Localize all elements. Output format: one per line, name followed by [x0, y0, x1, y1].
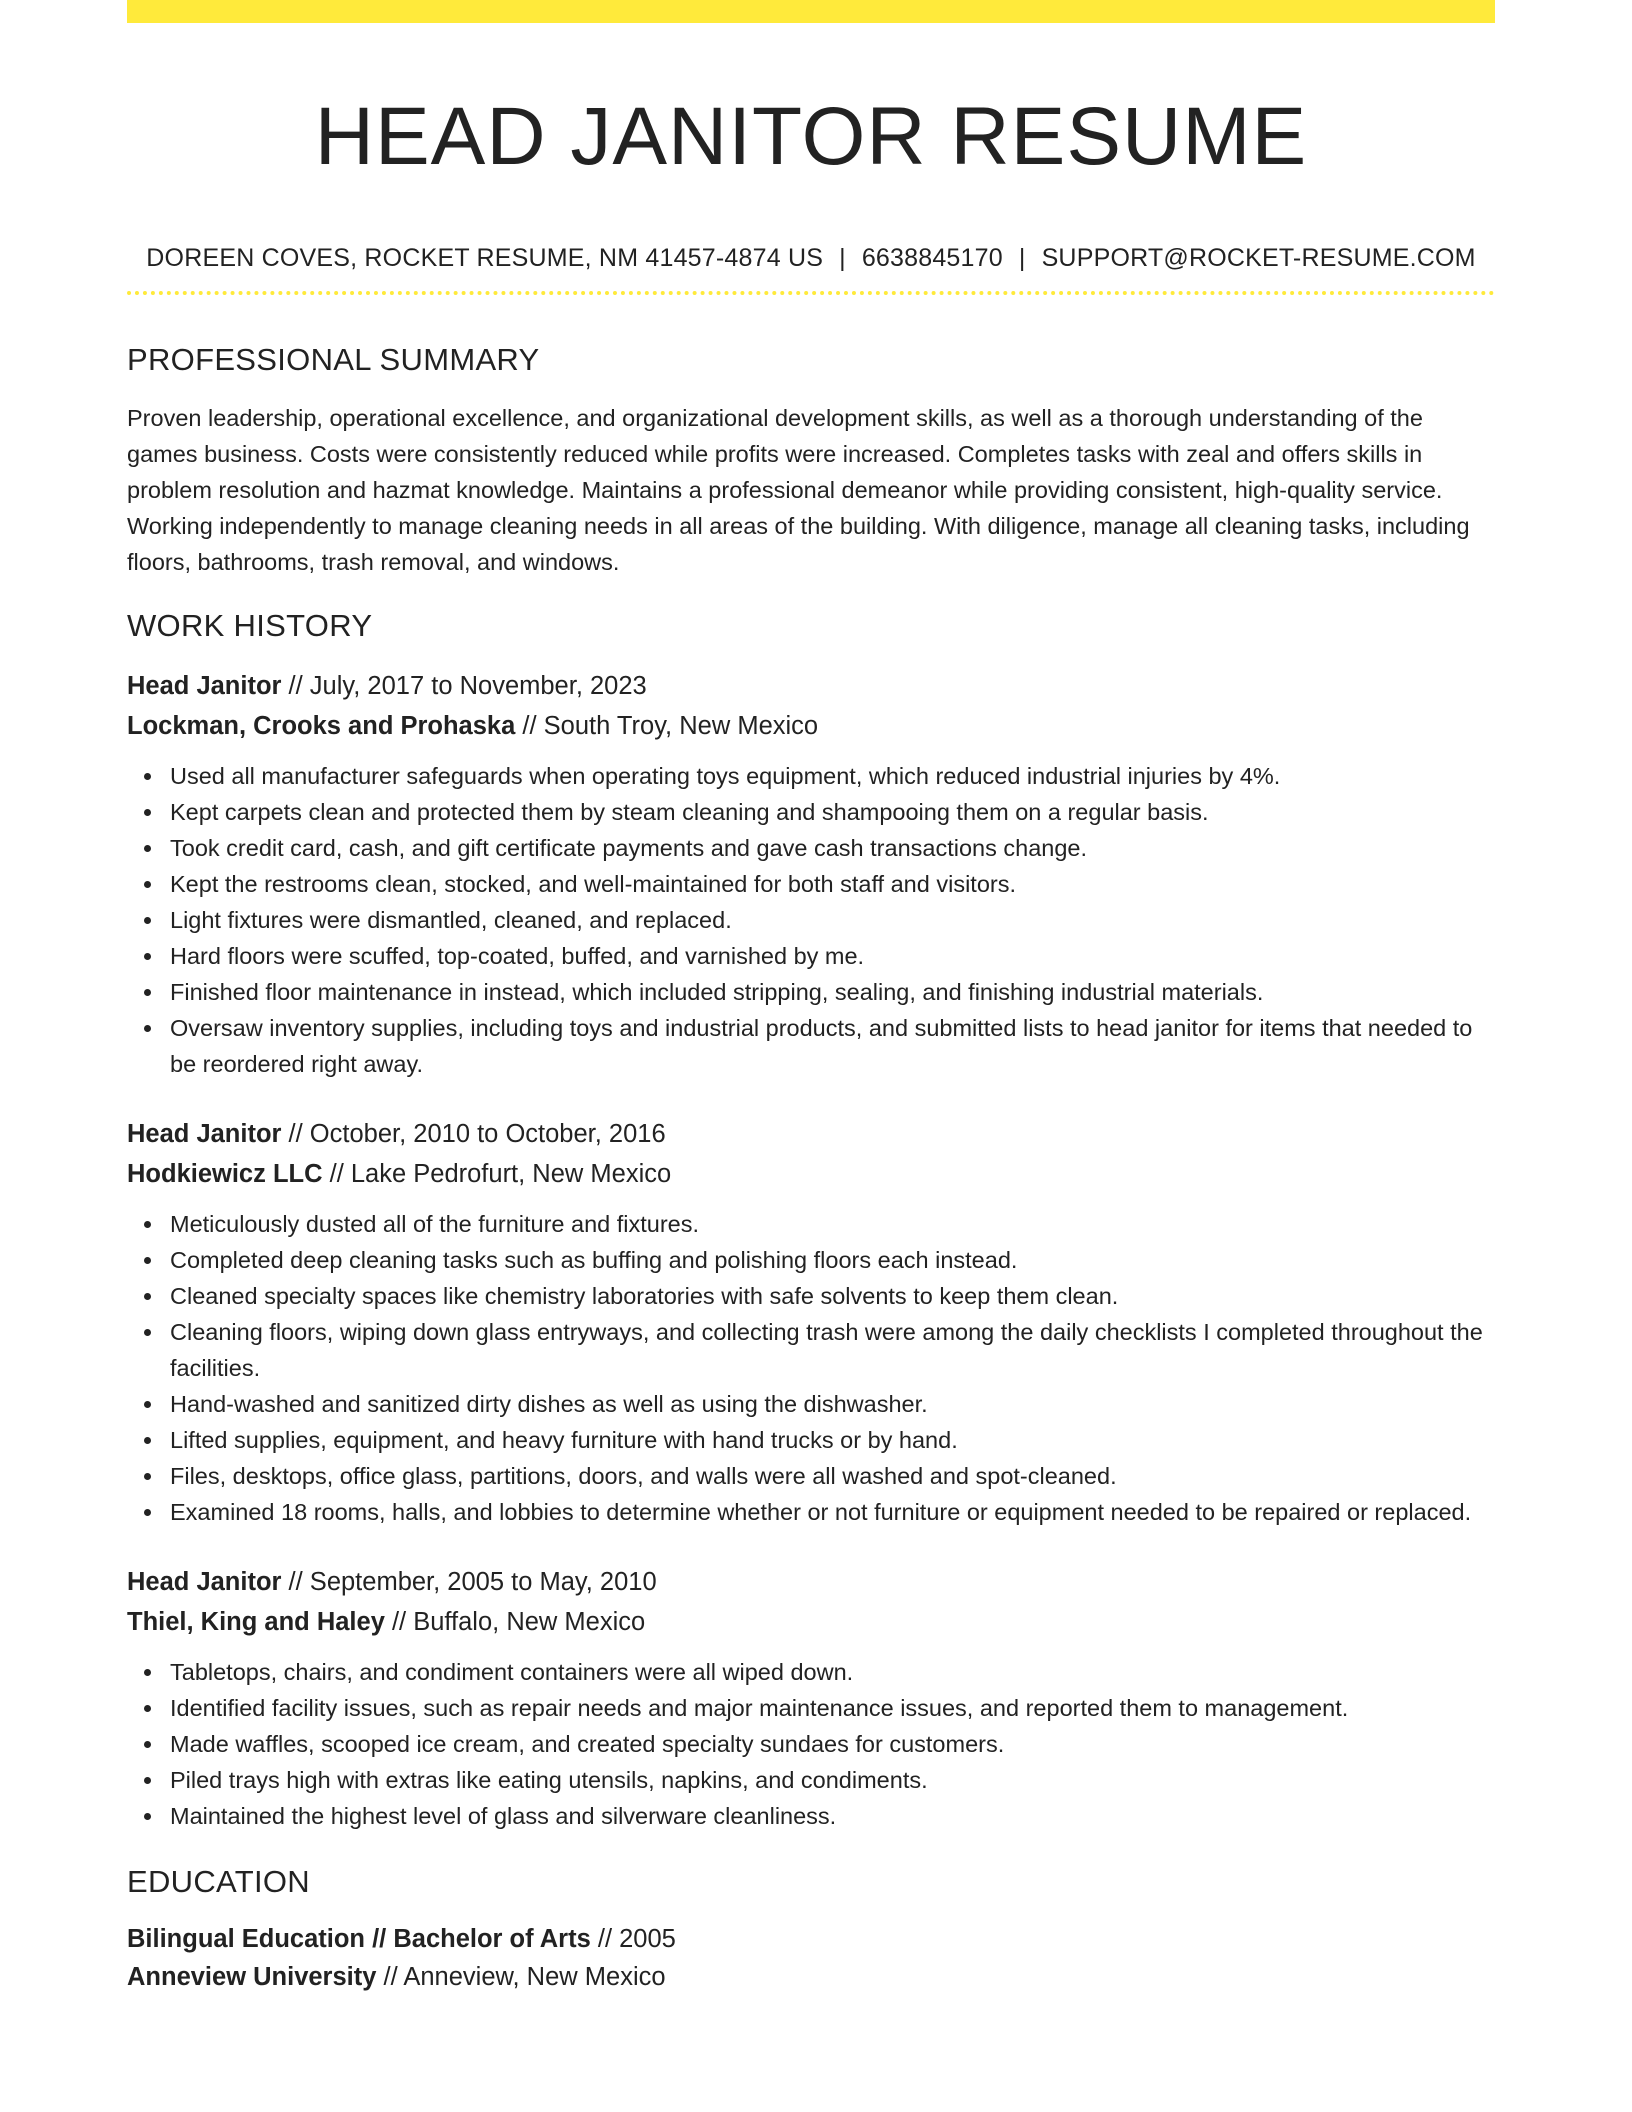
contact-separator: |	[839, 244, 846, 272]
bullet-item: Tabletops, chairs, and condiment containers were all wiped down.	[170, 1654, 1495, 1690]
job-dates: // July, 2017 to November, 2023	[281, 672, 647, 700]
education-school: Anneview University	[127, 1963, 377, 1991]
education-heading: EDUCATION	[127, 1864, 310, 1899]
job-bullets	[127, 758, 1495, 1082]
bullet-item: Piled trays high with extras like eating utensils, napkins, and condiments.	[170, 1762, 1495, 1798]
education-location: // Anneview, New Mexico	[376, 1963, 666, 1991]
bullet-item: Oversaw inventory supplies, including toys and industrial products, and submitted lists to head janitor for items that needed to be reordered right away.	[170, 1010, 1495, 1082]
work-history-heading: WORK HISTORY	[127, 608, 373, 643]
job-location: // Lake Pedrofurt, New Mexico	[322, 1160, 672, 1188]
job-title-line	[127, 1562, 1495, 1602]
job-company-line	[127, 706, 1495, 746]
bullet-item: Hand-washed and sanitized dirty dishes as well as using the dishwasher.	[170, 1386, 1495, 1422]
bullet-item: Light fixtures were dismantled, cleaned, and replaced.	[170, 902, 1495, 938]
bullet-item: Kept carpets clean and protected them by steam cleaning and shampooing them on a regular basis.	[170, 794, 1495, 830]
job-bullets	[127, 1654, 1495, 1834]
job-title-line	[127, 666, 1495, 706]
bullet-item: Meticulously dusted all of the furniture and fixtures.	[170, 1206, 1495, 1242]
job-dates: // September, 2005 to May, 2010	[281, 1568, 657, 1596]
summary-heading: PROFESSIONAL SUMMARY	[127, 342, 540, 377]
bullet-item: Hard floors were scuffed, top-coated, buffed, and varnished by me.	[170, 938, 1495, 974]
contact-phone: 6638845170	[861, 244, 1003, 272]
contact-address: DOREEN COVES, ROCKET RESUME, NM 41457-4874 US	[146, 244, 824, 272]
job-title: Head Janitor	[127, 672, 282, 700]
job-entry	[127, 666, 1495, 1082]
job-entry	[127, 1114, 1495, 1530]
bullet-item: Used all manufacturer safeguards when operating toys equipment, which reduced industrial injuries by 4%.	[170, 758, 1495, 794]
bullet-item: Completed deep cleaning tasks such as buffing and polishing floors each instead.	[170, 1242, 1495, 1278]
education-year: // 2005	[590, 1925, 676, 1953]
job-title: Head Janitor	[127, 1568, 282, 1596]
bullet-item: Finished floor maintenance in instead, which included stripping, sealing, and finishing industrial materials.	[170, 974, 1495, 1010]
resume-page	[127, 0, 1495, 1996]
bullet-item: Cleaned specialty spaces like chemistry laboratories with safe solvents to keep them clean.	[170, 1278, 1495, 1314]
job-location: // South Troy, New Mexico	[515, 712, 819, 740]
contact-email: SUPPORT@ROCKET-RESUME.COM	[1041, 244, 1476, 272]
bullet-item: Kept the restrooms clean, stocked, and well-maintained for both staff and visitors.	[170, 866, 1495, 902]
bullet-item: Identified facility issues, such as repair needs and major maintenance issues, and reported them to management.	[170, 1690, 1495, 1726]
bullet-item: Examined 18 rooms, halls, and lobbies to determine whether or not furniture or equipment needed to be repaired or replaced.	[170, 1494, 1495, 1530]
education-degree: Bilingual Education // Bachelor of Arts	[127, 1925, 591, 1953]
job-entry	[127, 1562, 1495, 1834]
contact-line	[127, 241, 1495, 275]
job-dates: // October, 2010 to October, 2016	[281, 1120, 666, 1148]
job-company: Thiel, King and Haley	[127, 1608, 385, 1636]
bullet-item: Maintained the highest level of glass and silverware cleanliness.	[170, 1798, 1495, 1834]
education-school-line	[127, 1958, 1495, 1996]
header-divider	[127, 291, 1495, 295]
bullet-item: Cleaning floors, wiping down glass entryways, and collecting trash were among the daily checklists I completed throughout the facilities.	[170, 1314, 1495, 1386]
job-company-line	[127, 1154, 1495, 1194]
job-location: // Buffalo, New Mexico	[384, 1608, 646, 1636]
contact-separator: |	[1018, 244, 1026, 272]
job-company: Lockman, Crooks and Prohaska	[127, 712, 516, 740]
education-degree-line	[127, 1920, 1495, 1958]
job-title-line	[127, 1114, 1495, 1154]
job-title: Head Janitor	[127, 1120, 282, 1148]
top-accent-bar	[127, 0, 1495, 23]
bullet-item: Lifted supplies, equipment, and heavy furniture with hand trucks or by hand.	[170, 1422, 1495, 1458]
summary-text: Proven leadership, operational excellence, and organizational development skills, as well as a thorough understanding of the games business. Costs were consistently reduced while profits were increased. Completes tasks with zeal and offers skills in problem resolution and hazmat knowledge. Maintains a professional demeanor while providing consistent, high-quality service. Working independently to manage cleaning needs in all areas of the building. With diligence, manage all cleaning tasks, including floors, bathrooms, trash removal, and windows.	[127, 405, 1470, 575]
bullet-item: Files, desktops, office glass, partitions, doors, and walls were all washed and spot-cleaned.	[170, 1458, 1495, 1494]
bullet-item: Made waffles, scooped ice cream, and created specialty sundaes for customers.	[170, 1726, 1495, 1762]
resume-title: HEAD JANITOR RESUME	[314, 91, 1308, 182]
job-company: Hodkiewicz LLC	[127, 1160, 323, 1188]
bullet-item: Took credit card, cash, and gift certificate payments and gave cash transactions change.	[170, 830, 1495, 866]
job-bullets	[127, 1206, 1495, 1530]
job-company-line	[127, 1602, 1495, 1642]
